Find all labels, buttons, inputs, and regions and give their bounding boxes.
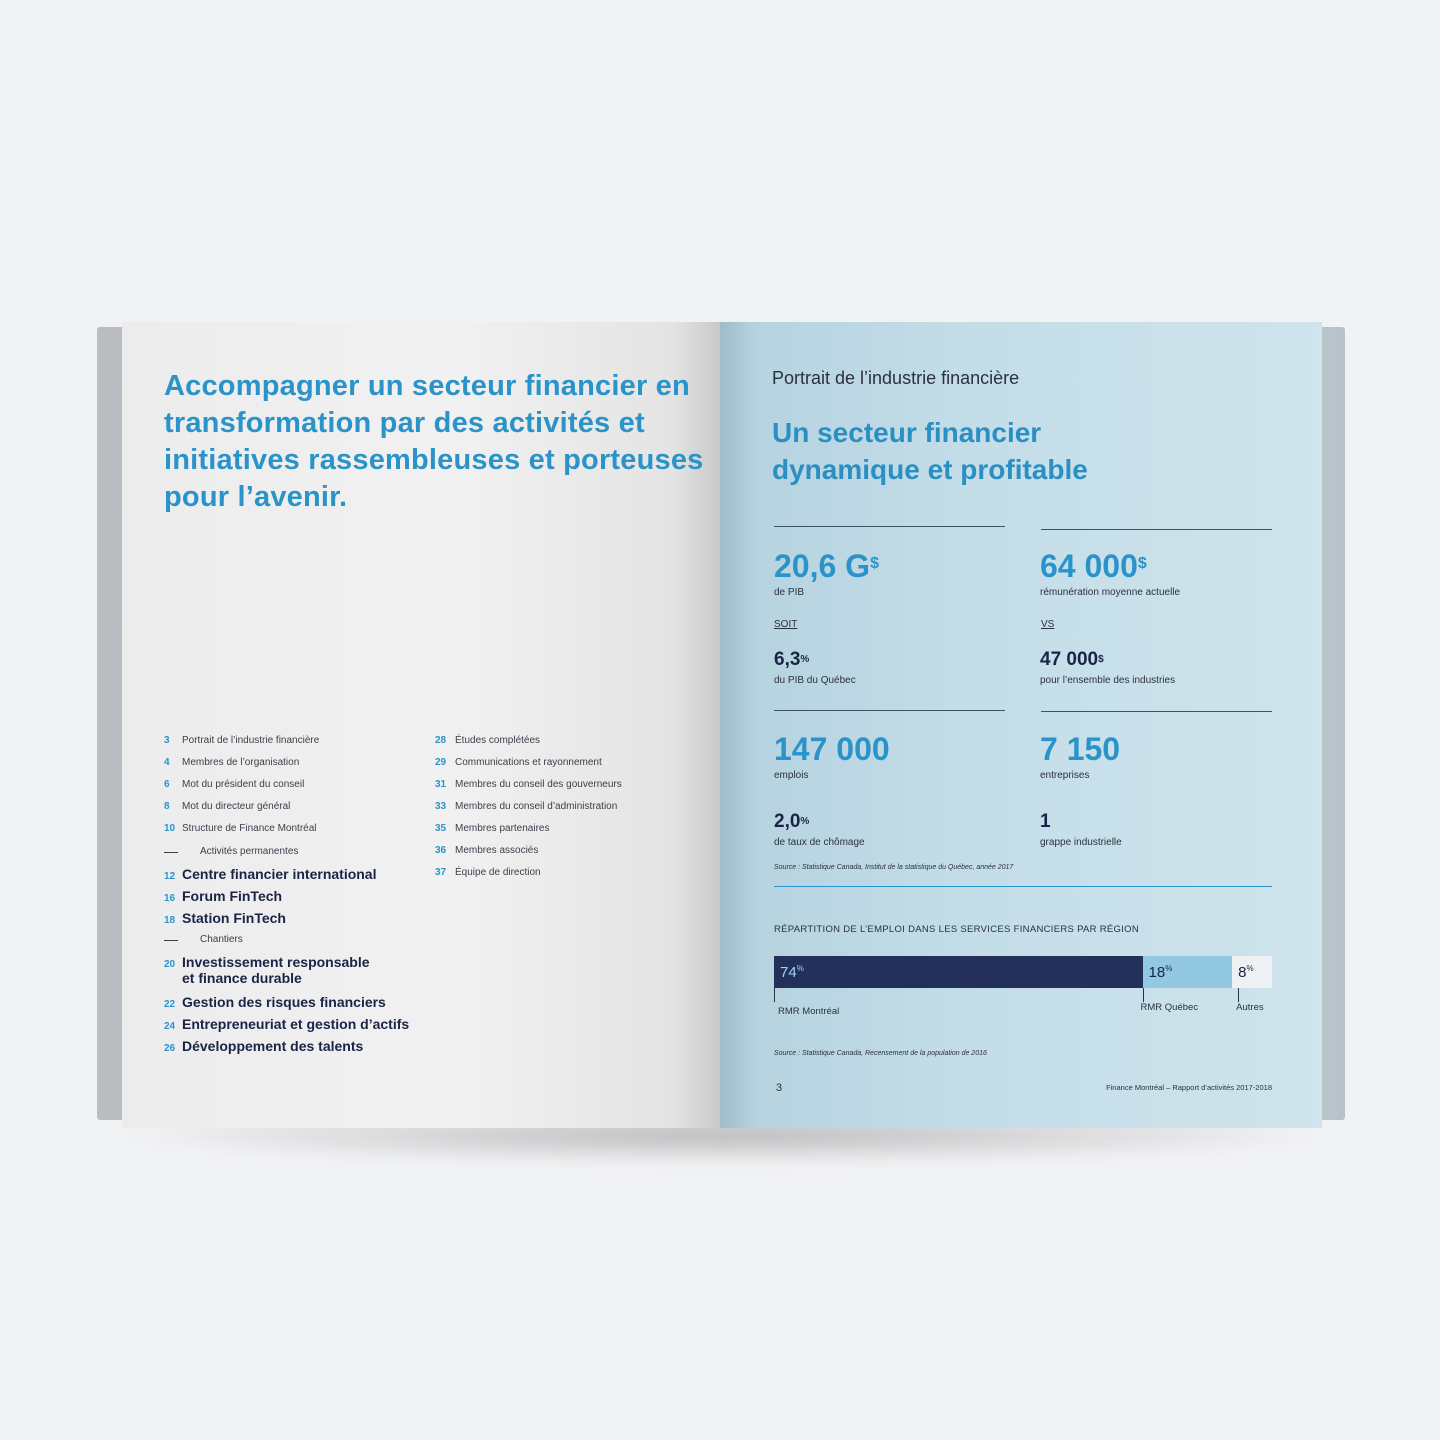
- toc-page-number: 33: [435, 801, 447, 812]
- toc-label: Portrait de l’industrie financière: [182, 735, 320, 746]
- toc-item[interactable]: [435, 778, 622, 800]
- toc-page-number: 8: [164, 801, 170, 812]
- stat-salary: [1040, 549, 1180, 598]
- toc-page-number: 36: [435, 845, 447, 856]
- bar-value: 18: [1148, 964, 1166, 981]
- dash-icon: [164, 940, 178, 941]
- section-eyebrow: Portrait de l’industrie financière: [772, 368, 1020, 388]
- toc-item[interactable]: [164, 866, 409, 888]
- divider-accent: [774, 886, 1272, 887]
- bar-unit: %: [796, 964, 804, 973]
- table-of-contents-secondary: [435, 734, 622, 888]
- stat-salary-all-caption: pour l’ensemble des industries: [1040, 675, 1176, 686]
- toc-page-number: 20: [164, 959, 176, 970]
- toc-label: Investissement responsable: [182, 954, 370, 970]
- toc-page-number: 6: [164, 779, 170, 790]
- section-title-line2: dynamique et profitable: [772, 454, 1088, 485]
- divider: [774, 526, 1005, 527]
- toc-label: Équipe de direction: [455, 867, 541, 878]
- divider: [1041, 529, 1272, 530]
- toc-page-number: 28: [435, 735, 447, 746]
- right-page: [720, 322, 1322, 1128]
- toc-item[interactable]: [435, 866, 622, 888]
- toc-label: Chantiers: [200, 934, 243, 945]
- stat-gdp-caption: de PIB: [774, 587, 805, 598]
- toc-page-number: 37: [435, 867, 447, 878]
- left-headline: Accompagner un secteur financier en transformation par des activités et initiatives rassembleuses et porteuses pour l’avenir.: [164, 370, 704, 513]
- toc-label: et finance durable: [182, 970, 302, 986]
- toc-label: Centre financier international: [182, 866, 377, 882]
- toc-label: Membres partenaires: [455, 823, 550, 834]
- stat-jobs: [774, 732, 890, 781]
- toc-page-number: 16: [164, 893, 176, 904]
- stat-firms-caption: entreprises: [1040, 770, 1090, 781]
- toc-label: Développement des talents: [182, 1038, 364, 1054]
- toc-item[interactable]: [164, 1038, 409, 1060]
- toc-label: Communications et rayonnement: [455, 757, 602, 768]
- axis-tick: [1143, 988, 1144, 1002]
- stat-gdp: [774, 549, 879, 598]
- bar-segment-2: [1143, 956, 1233, 988]
- toc-page-number: 18: [164, 915, 176, 926]
- stat-salary-all: [1040, 649, 1175, 686]
- toc-item[interactable]: [164, 822, 409, 844]
- stat-gdp-value: 20,6 G$: [774, 548, 879, 584]
- toc-item[interactable]: [435, 800, 622, 822]
- toc-label: Gestion des risques financiers: [182, 994, 386, 1010]
- chart-title: RÉPARTITION DE L’EMPLOI DANS LES SERVICES FINANCIERS PAR RÉGION: [774, 924, 1140, 935]
- toc-label: Études complétées: [455, 735, 541, 746]
- section-title-line1: Un secteur financier: [772, 417, 1042, 448]
- toc-page-number: 29: [435, 757, 447, 768]
- toc-label: Activités permanentes: [200, 846, 299, 857]
- divider: [1041, 711, 1272, 712]
- bar-value: 74: [780, 964, 797, 981]
- toc-label: Membres associés: [455, 845, 539, 856]
- category-label: Autres: [1236, 1002, 1264, 1013]
- stat-jobs-caption: emplois: [774, 770, 809, 781]
- stat-salary-caption: rémunération moyenne actuelle: [1040, 587, 1181, 598]
- toc-page-number: 31: [435, 779, 447, 790]
- stat-gdp-share: [774, 649, 856, 686]
- running-footer: Finance Montréal – Rapport d’activités 2017-2018: [1106, 1083, 1272, 1092]
- stacked-bar-chart: [774, 956, 1272, 988]
- toc-label: Structure de Finance Montréal: [182, 823, 317, 834]
- bar-segment-1: [774, 956, 1143, 988]
- toc-page-number: 35: [435, 823, 447, 834]
- axis-tick: [774, 988, 775, 1002]
- stat-gdp-share-caption: du PIB du Québec: [774, 675, 856, 686]
- connector-soit: SOIT: [774, 619, 798, 630]
- axis-tick: [1238, 988, 1239, 1002]
- toc-item[interactable]: [435, 822, 622, 844]
- left-page: [122, 322, 720, 1128]
- bar-unit: %: [1246, 964, 1254, 973]
- divider: [774, 710, 1005, 711]
- toc-page-number: 22: [164, 999, 176, 1010]
- toc-page-number: 3: [164, 735, 170, 746]
- bar-unit: %: [1165, 964, 1173, 973]
- toc-item[interactable]: [164, 910, 409, 932]
- toc-item[interactable]: [164, 734, 409, 756]
- stat-unemployment: [774, 811, 865, 848]
- toc-label: Mot du président du conseil: [182, 779, 305, 790]
- toc-label: Membres du conseil des gouverneurs: [455, 779, 622, 790]
- stat-cluster: [1040, 811, 1122, 848]
- stat-jobs-value: 147 000: [774, 731, 890, 767]
- toc-page-number: 24: [164, 1021, 176, 1032]
- toc-item[interactable]: [164, 778, 409, 800]
- bar-value: 8: [1238, 964, 1247, 981]
- toc-item[interactable]: [164, 888, 409, 910]
- stat-unemployment-value: 2,0%: [774, 811, 810, 832]
- stat-unemployment-caption: de taux de chômage: [774, 837, 865, 848]
- toc-label: Membres du conseil d’administration: [455, 801, 618, 812]
- stat-salary-value: 64 000$: [1040, 548, 1147, 584]
- source-note: Source : Statistique Canada, Institut de la statistique du Québec, année 2017: [774, 864, 1014, 871]
- toc-label: Mot du directeur général: [182, 801, 291, 812]
- page-number: 3: [776, 1082, 783, 1094]
- toc-item[interactable]: [164, 756, 409, 778]
- toc-page-number: 10: [164, 823, 176, 834]
- toc-item[interactable]: [164, 1016, 409, 1038]
- stat-firms: [1040, 732, 1120, 781]
- table-of-contents-primary: [164, 734, 409, 1060]
- toc-item[interactable]: [435, 844, 622, 866]
- bar-segment-3: [1232, 956, 1272, 988]
- bar-value-label: [780, 964, 804, 981]
- toc-item[interactable]: [164, 954, 409, 994]
- toc-label: Forum FinTech: [182, 888, 283, 904]
- stat-firms-value: 7 150: [1040, 731, 1121, 767]
- toc-page-number: 4: [164, 757, 170, 768]
- toc-item[interactable]: [435, 756, 622, 778]
- bar-value-label: [1149, 964, 1173, 981]
- toc-label: Entrepreneuriat et gestion d’actifs: [182, 1016, 410, 1032]
- category-label: RMR Québec: [1140, 1002, 1199, 1013]
- toc-item[interactable]: [164, 932, 409, 954]
- toc-item[interactable]: [164, 800, 409, 822]
- connector-vs: VS: [1041, 619, 1055, 630]
- toc-item[interactable]: [164, 844, 409, 866]
- stat-cluster-caption: grappe industrielle: [1040, 837, 1122, 848]
- stat-cluster-value: 1: [1040, 811, 1051, 832]
- toc-page-number: 12: [164, 871, 176, 882]
- toc-label: Membres de l’organisation: [182, 757, 300, 768]
- toc-page-number: 26: [164, 1043, 176, 1054]
- bar-value-label: [1238, 964, 1253, 981]
- category-label: RMR Montréal: [778, 1006, 840, 1017]
- stat-salary-all-value: 47 000$: [1040, 649, 1104, 670]
- stat-gdp-share-value: 6,3%: [774, 649, 810, 670]
- source-note: Source : Statistique Canada, Recensement de la population de 2016: [774, 1050, 987, 1057]
- section-title: [772, 414, 1272, 488]
- dash-icon: [164, 852, 178, 853]
- toc-item[interactable]: [164, 994, 409, 1016]
- toc-item[interactable]: [435, 734, 622, 756]
- toc-label: Station FinTech: [182, 910, 286, 926]
